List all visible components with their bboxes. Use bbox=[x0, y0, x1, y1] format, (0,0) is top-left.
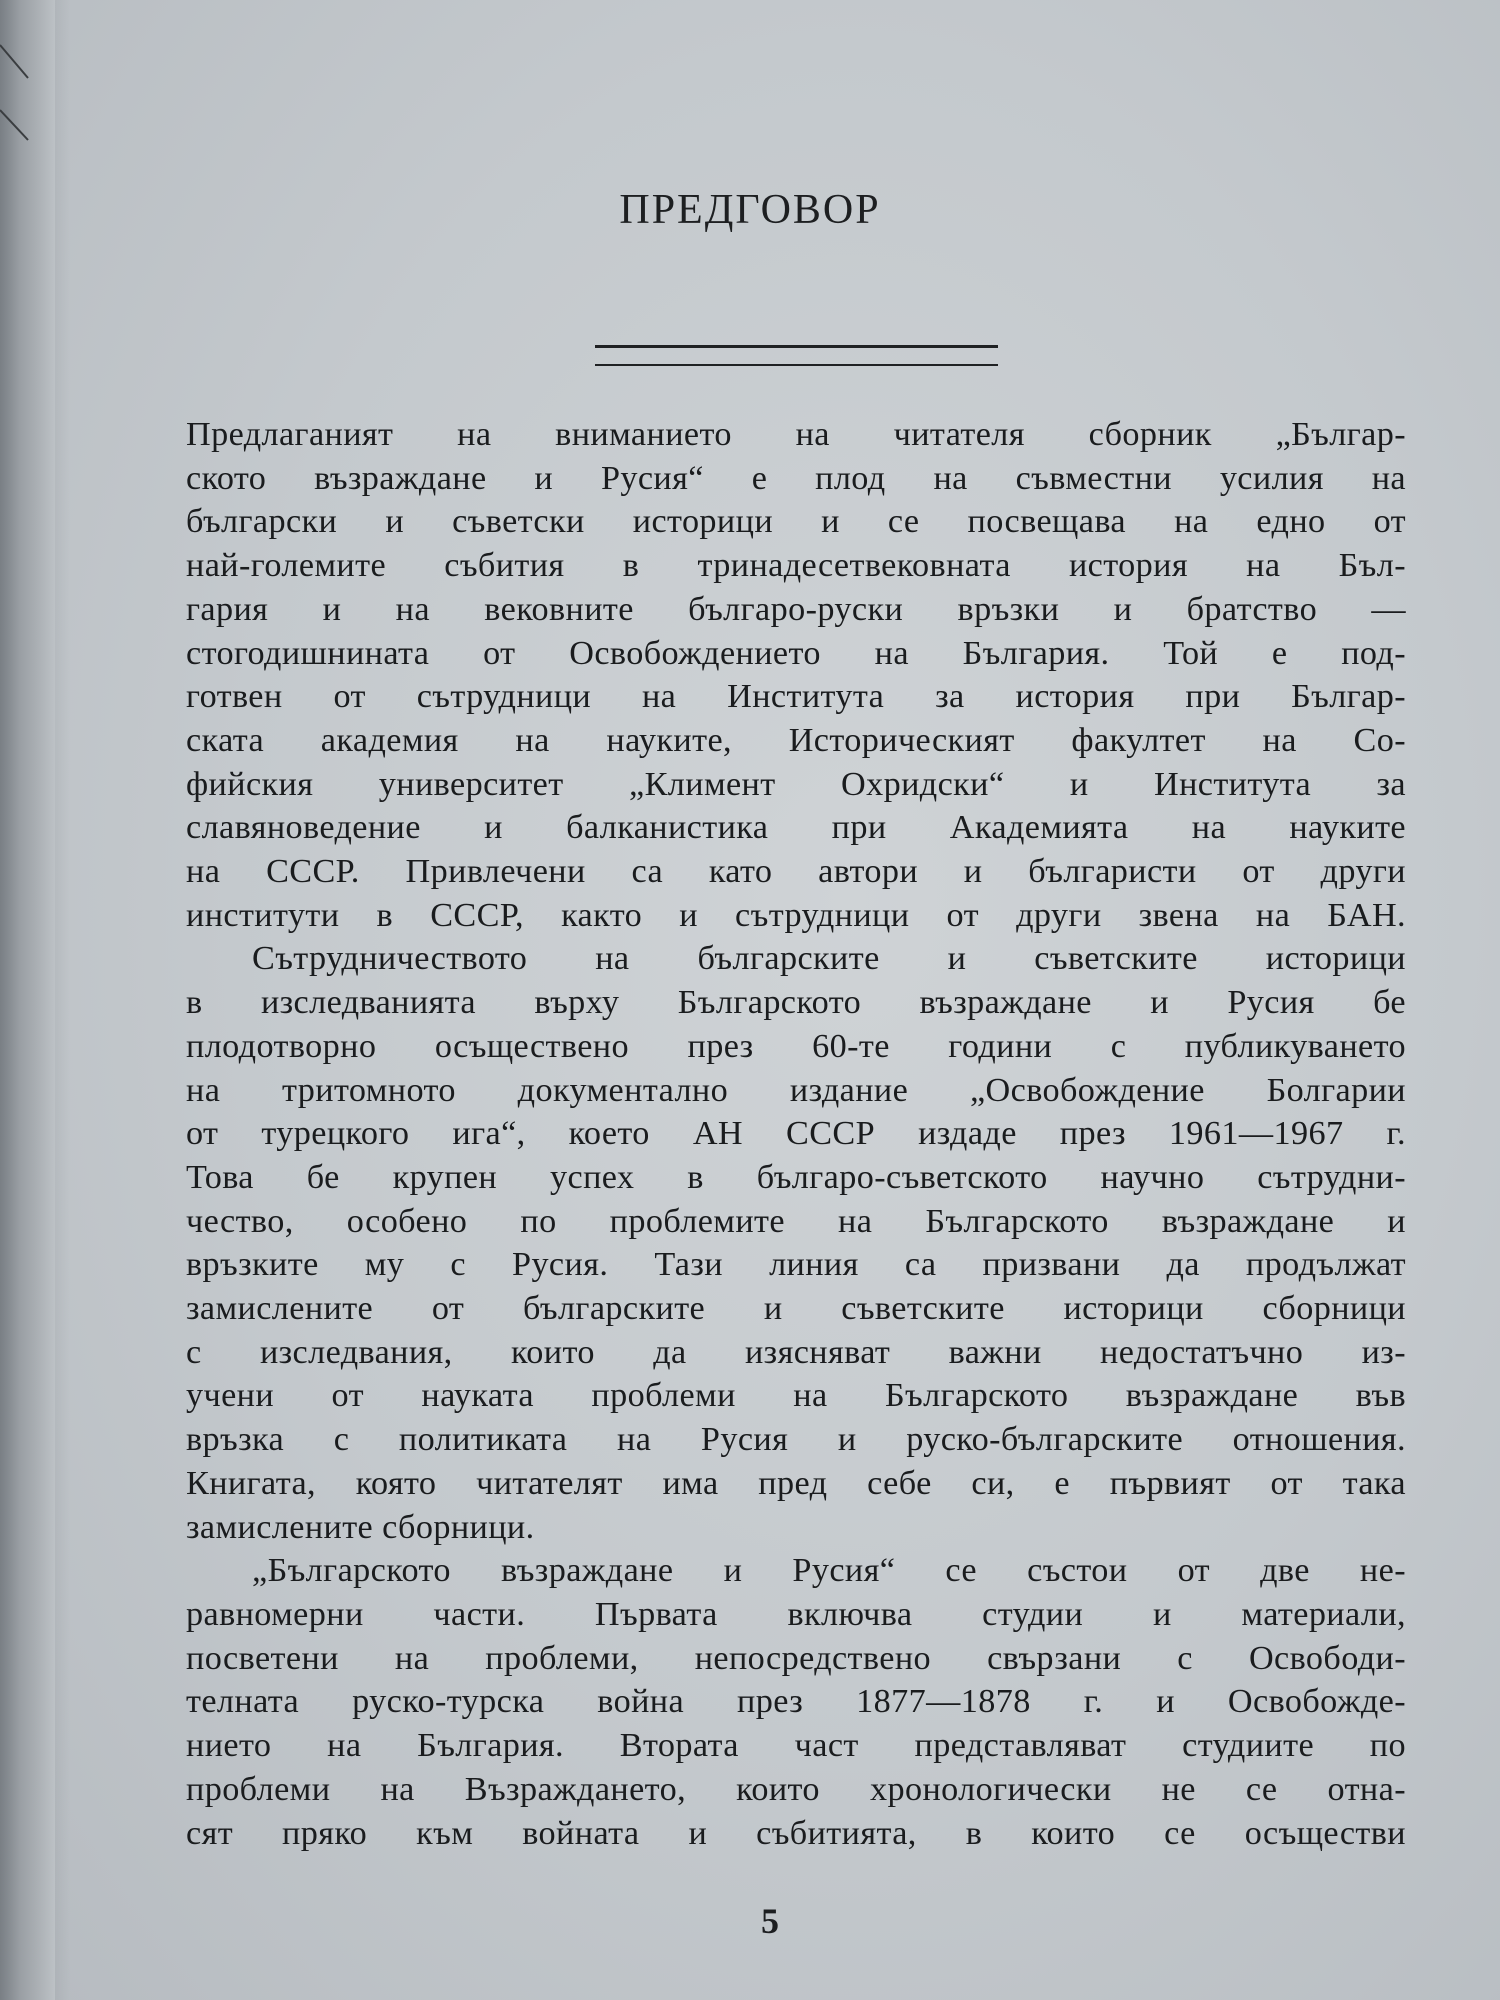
text-line: в изследванията върху Българското възраждане и Русия бе bbox=[186, 984, 1406, 1022]
text-line: най-големите събития в тринадесетвековната история на Бъл- bbox=[186, 547, 1406, 585]
title-rule-thin bbox=[595, 364, 998, 366]
text-line: ското възраждане и Русия“ е плод на съвместни усилия на bbox=[186, 459, 1406, 497]
text-line: Предлаганият на вниманието на читателя сборник „Българ- bbox=[186, 416, 1406, 453]
text-line: институти в СССР, както и сътрудници от други звена на БАН. bbox=[186, 896, 1406, 934]
text-line: чество, особено по проблемите на Българското възраждане и bbox=[186, 1202, 1406, 1240]
gutter-shadow bbox=[0, 0, 70, 2000]
text-line: сят пряко към войната и събитията, в които се осъществи bbox=[186, 1814, 1406, 1852]
text-line: ската академия на науките, Историческият факултет на Со- bbox=[186, 721, 1406, 759]
text-line: проблеми на Възраждането, които хронологически не се отна- bbox=[186, 1770, 1406, 1808]
text-line: връзките му с Русия. Тази линия са призвани да продължат bbox=[186, 1246, 1406, 1284]
page-number: 5 bbox=[761, 1901, 779, 1941]
text-line: с изследвания, които да изясняват важни недостатъчно из- bbox=[186, 1333, 1406, 1371]
text-line: стогодишнината от Освобождението на България. Той е под- bbox=[186, 634, 1406, 672]
text-line: замислените сборници. bbox=[186, 1508, 535, 1546]
body-text bbox=[186, 413, 1406, 1855]
corner-marks bbox=[0, 0, 40, 160]
page-title: ПРЕДГОВОР bbox=[619, 187, 881, 233]
text-line: на тритомното документално издание „Освобождение Болгарии bbox=[186, 1071, 1406, 1109]
text-line: учени от науката проблеми на Българското възраждане във bbox=[186, 1377, 1406, 1415]
text-line: от турецкого ига“, което АН СССР издаде през 1961—1967 г. bbox=[186, 1115, 1406, 1153]
text-line: замислените от българските и съветските историци сборници bbox=[186, 1290, 1406, 1328]
text-line: фийския университет „Климент Охридски“ и Института за bbox=[186, 765, 1406, 803]
text-line: плодотворно осъществено през 60-те години с публикуването bbox=[186, 1027, 1406, 1065]
text-line: Книгата, която читателят има пред себе си, е първият от така bbox=[186, 1464, 1406, 1502]
text-line: равномерни части. Първата включва студии и материали, bbox=[186, 1595, 1406, 1633]
text-line: на СССР. Привлечени са като автори и българисти от други bbox=[186, 853, 1406, 891]
text-line: Това бе крупен успех в българо-съветското научно сътрудни- bbox=[186, 1158, 1406, 1196]
text-line: славяноведение и балканистика при Академията на науките bbox=[186, 809, 1406, 847]
text-line: готвен от сътрудници на Института за история при Българ- bbox=[186, 678, 1406, 716]
text-line: български и съветски историци и се посвещава на едно от bbox=[186, 503, 1406, 541]
text-line: телната руско-турска война през 1877—1878 г. и Освобожде- bbox=[186, 1683, 1406, 1721]
text-line: връзка с политиката на Русия и руско-българските отношения. bbox=[186, 1421, 1406, 1459]
text-line: гария и на вековните българо-руски връзки и братство — bbox=[186, 590, 1406, 628]
text-line: Сътрудничеството на българските и съветските историци bbox=[252, 940, 1406, 978]
text-line: посветени на проблеми, непосредствено свързани с Освободи- bbox=[186, 1639, 1406, 1677]
text-line: нието на България. Втората част представляват студиите по bbox=[186, 1727, 1406, 1765]
text-line: „Българското възраждане и Русия“ се състои от две не- bbox=[252, 1552, 1406, 1590]
title-rule-thick bbox=[595, 345, 998, 348]
